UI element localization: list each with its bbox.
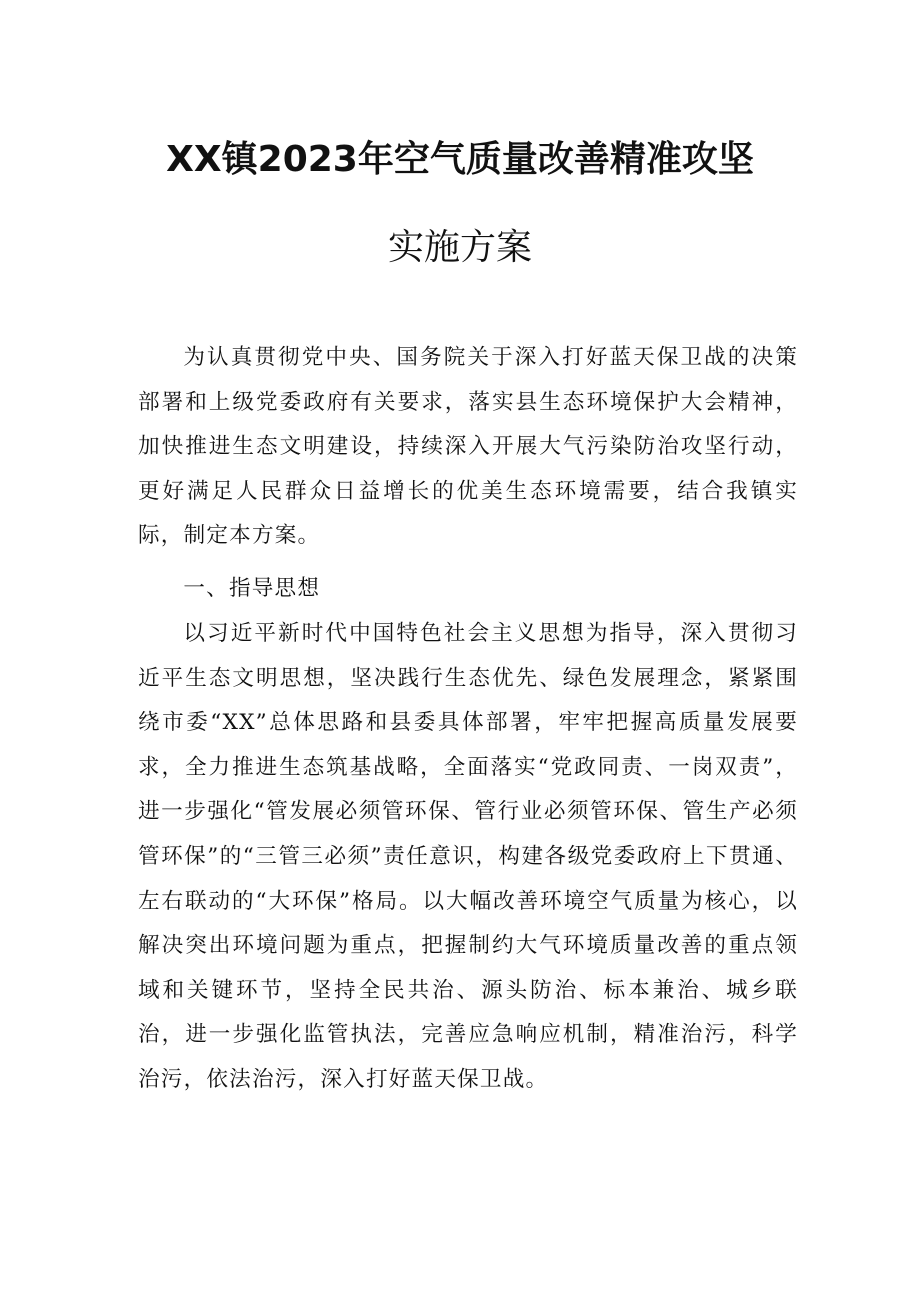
- section-paragraph-guiding-ideology: 以习近平新时代中国特色社会主义思想为指导，深入贯彻习近平生态文明思想，坚决践行生态优先、绿色发展理念，紧紧围绕市委“XX”总体思路和县委具体部署，牢牢把握高质量发展要求，全力推进生态筑基战略，全面落实“党政同责、一岗双责”，进一步强化“管发展必须管环保、管行业必须管环保、管生产必须管环保”的“三管三必须”责任意识，构建各级党委政府上下贯通、左右联动的“大环保”格局。以大幅改善环境空气质量为核心，以解决突出环境问题为重点，把握制约大气环境质量改善的重点领域和关键环节，坚持全民共治、源头防治、标本兼治、城乡联治，进一步强化监管执法，完善应急响应机制，精准治污，科学治污，依法治污，深入打好蓝天保卫战。: [138, 621, 798, 1092]
- intro-paragraph: 为认真贯彻党中央、国务院关于深入打好蓝天保卫战的决策部署和上级党委政府有关要求，落实县生态环境保护大会精神，加快推进生态文明建设，持续深入开展大气污染防治攻坚行动，更好满足人民群众日益增长的优美生态环境需要，结合我镇实际，制定本方案。: [138, 345, 798, 549]
- document-title-line-2: 实施方案: [387, 227, 532, 268]
- document-title-line-1: XX镇2023年空气质量改善精准攻坚: [166, 139, 754, 180]
- section-heading-guiding-ideology: 一、指导思想: [183, 576, 321, 601]
